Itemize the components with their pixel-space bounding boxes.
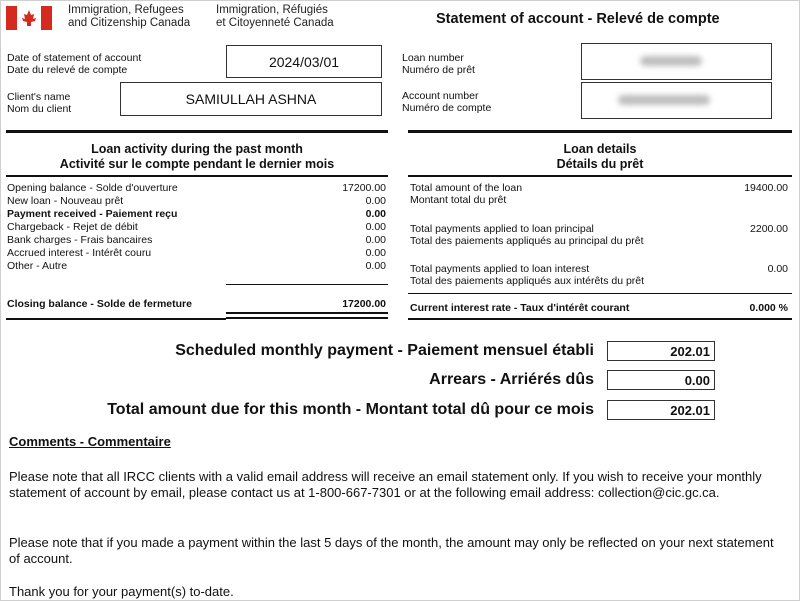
- interest-rate-label: Current interest rate - Taux d'intérêt courant: [410, 302, 630, 314]
- activity-header-rule: [6, 175, 388, 177]
- activity-row-label: New loan - Nouveau prêt: [7, 195, 124, 207]
- account-number-field-redacted: [581, 82, 772, 119]
- comment-paragraph: Please note that if you made a payment within the last 5 days of the month, the amount may only be reflected on your next statement of account.: [9, 535, 774, 566]
- activity-row-value: 0.00: [365, 221, 386, 233]
- activity-row-label: Bank charges - Frais bancaires: [7, 234, 153, 246]
- comment-paragraph: Please note that all IRCC clients with a valid email address will receive an email statement only. If you wish to receive your monthly statement of account by email, please contact us at 1-800-667-7301 or at the following email address: collection@cic.gc.ca.: [9, 469, 762, 500]
- total-due-value: 202.01: [607, 400, 715, 420]
- activity-row-value: 0.00: [365, 195, 386, 207]
- principal-payments-value: 2200.00: [750, 223, 788, 235]
- activity-row-label: Opening balance - Solde d'ouverture: [7, 182, 178, 194]
- loan-number-field-redacted: [581, 43, 772, 80]
- activity-row-label: Accrued interest - Intérêt couru: [7, 247, 152, 259]
- comments-heading: Comments - Commentaire: [9, 434, 171, 449]
- arrears-value: 0.00: [607, 370, 715, 390]
- activity-row-label: Payment received - Paiement reçu: [7, 208, 178, 220]
- interest-rate-value: 0.000 %: [749, 302, 788, 314]
- activity-row-value: 0.00: [365, 247, 386, 259]
- date-label: Date of statement of account Date du relevé de compte: [7, 52, 142, 76]
- activity-row-label: Other - Autre: [7, 260, 68, 272]
- activity-row-value: 0.00: [365, 208, 386, 220]
- client-label: Client's name Nom du client: [7, 91, 72, 115]
- total-loan-value: 19400.00: [744, 182, 788, 194]
- canada-flag-icon: [6, 6, 52, 30]
- closing-balance-label: Closing balance - Solde de fermeture: [7, 298, 192, 310]
- scheduled-payment-label: Scheduled monthly payment - Paiement mensuel établi: [175, 342, 594, 359]
- arrears-label: Arrears - Arriérés dûs: [429, 371, 594, 388]
- department-name-en: Immigration, Refugees and Citizenship Canada: [68, 4, 191, 29]
- page-title: Statement of account - Relevé de compte: [436, 11, 720, 27]
- department-name-fr: Immigration, Réfugiés et Citoyenneté Canada: [216, 4, 334, 29]
- rate-top-rule: [408, 293, 792, 294]
- activity-heading: Loan activity during the past month Activité sur le compte pendant le dernier mois: [59, 142, 335, 171]
- scheduled-payment-value: 202.01: [607, 341, 715, 361]
- interest-payments-value: 0.00: [767, 263, 788, 275]
- activity-bottom-rule: [6, 318, 226, 320]
- client-name-field: SAMIULLAH ASHNA: [120, 82, 382, 116]
- total-loan-label: Total amount of the loan Montant total du prêt: [410, 182, 523, 206]
- account-number-label: Account number Numéro de compte: [402, 90, 492, 114]
- closing-double-rule-1: [226, 312, 388, 314]
- statement-date-field: 2024/03/01: [226, 45, 382, 78]
- principal-payments-label: Total payments applied to loan principal Total des paiements appliqués au principal du prêt: [410, 223, 644, 247]
- activity-row-value: 0.00: [365, 234, 386, 246]
- closing-double-rule-2: [226, 317, 388, 319]
- details-top-rule: [408, 130, 792, 133]
- closing-sum-rule: [226, 284, 388, 285]
- details-bottom-rule: [408, 318, 792, 320]
- comment-paragraph: Thank you for your payment(s) to-date.: [9, 584, 234, 599]
- activity-top-rule: [6, 130, 388, 133]
- activity-row-value: 17200.00: [342, 182, 386, 194]
- activity-row-label: Chargeback - Rejet de débit: [7, 221, 138, 233]
- loan-number-label: Loan number Numéro de prêt: [402, 52, 475, 76]
- interest-payments-label: Total payments applied to loan interest Total des paiements appliqués aux intérêts du prêt: [410, 263, 645, 287]
- activity-row-value: 0.00: [365, 260, 386, 272]
- details-header-rule: [408, 175, 792, 177]
- total-due-label: Total amount due for this month - Montant total dû pour ce mois: [107, 401, 594, 418]
- details-heading: Loan details Détails du prêt: [556, 142, 644, 171]
- closing-balance-value: 17200.00: [342, 298, 386, 310]
